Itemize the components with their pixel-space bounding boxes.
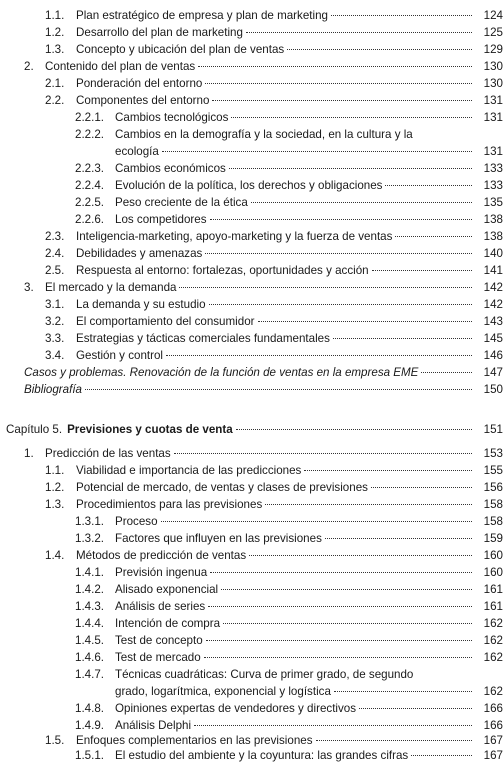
toc-entry — [0, 178, 503, 194]
leader-dots — [371, 486, 472, 488]
section-title: Bibliografía — [24, 383, 83, 396]
leader-dots — [166, 354, 472, 356]
section-title: Análisis de series — [115, 600, 206, 613]
page-number: 125 — [483, 26, 503, 39]
section-title: Predicción de las ventas — [45, 447, 171, 460]
leader-dots — [212, 99, 472, 101]
page-number: 130 — [483, 60, 503, 73]
section-number: 2.2.1. — [75, 111, 105, 124]
leader-dots — [251, 201, 472, 203]
leader-dots — [174, 452, 472, 454]
page-number: 129 — [483, 43, 503, 56]
section-title: Viabilidad e importancia de las predicciones — [76, 464, 302, 477]
leader-dots — [359, 707, 472, 709]
leader-dots — [334, 690, 472, 692]
leader-dots — [161, 520, 472, 522]
section-title: Debilidades y amenazas — [76, 247, 203, 260]
section-number: 1.4.2. — [75, 583, 105, 596]
section-number: 3. — [24, 281, 34, 294]
toc-entry — [0, 531, 503, 547]
section-number: 1.1. — [45, 9, 65, 22]
toc-entry — [0, 718, 503, 734]
toc-entry — [0, 446, 503, 462]
section-title: Los competidores — [115, 213, 207, 226]
section-title-line2: grado, logarítmica, exponencial y logística — [115, 685, 331, 698]
page-number: 133 — [483, 162, 503, 175]
section-number: 1.4.4. — [75, 617, 105, 630]
page-number: 161 — [483, 600, 503, 613]
toc-entry — [0, 616, 503, 632]
section-number: 2.5. — [45, 264, 65, 277]
section-title: Inteligencia-marketing, apoyo-marketing y la fuerza de ventas — [76, 230, 393, 243]
page-number: 153 — [483, 447, 503, 460]
section-number: 1.4.5. — [75, 634, 105, 647]
toc-entry — [0, 565, 503, 581]
leader-dots — [206, 639, 472, 641]
section-number: 1.5.1. — [75, 749, 105, 762]
section-title: La demanda y su estudio — [76, 298, 206, 311]
section-number: 2.2.2. — [75, 128, 105, 141]
section-number: 2.2.5. — [75, 196, 105, 209]
section-number: 1.4.1. — [75, 566, 105, 579]
section-title: Contenido del plan de ventas — [45, 60, 196, 73]
leader-dots — [208, 605, 472, 607]
page-number: 155 — [483, 464, 503, 477]
section-title: Opiniones expertas de vendedores y directivos — [115, 702, 357, 715]
page-number: 156 — [483, 481, 503, 494]
leader-dots — [179, 286, 472, 288]
toc-entry — [0, 297, 503, 313]
section-title: Evolución de la política, los derechos y obligaciones — [115, 179, 383, 192]
toc-entry — [0, 263, 503, 279]
section-number: 1.1. — [45, 464, 65, 477]
toc-entry — [0, 195, 503, 211]
page-number: 142 — [483, 298, 503, 311]
page-number: 159 — [483, 532, 503, 545]
page-number: 133 — [483, 179, 503, 192]
page-number: 131 — [483, 111, 503, 124]
section-number: 3.4. — [45, 349, 65, 362]
section-title: Componentes del entorno — [76, 94, 210, 107]
toc-entry — [0, 667, 503, 701]
leader-dots — [231, 116, 472, 118]
toc-entry — [0, 127, 503, 161]
leader-dots — [258, 320, 473, 322]
toc-entry — [0, 733, 503, 749]
page-number: 145 — [483, 332, 503, 345]
section-title: Previsión ingenua — [115, 566, 208, 579]
leader-dots — [333, 337, 472, 339]
page-number: 160 — [483, 566, 503, 579]
section-number: 3.1. — [45, 298, 65, 311]
leader-dots — [205, 82, 472, 84]
page-number: 167 — [483, 749, 503, 762]
section-title: Peso creciente de la ética — [115, 196, 248, 209]
leader-dots — [395, 235, 472, 237]
page-number: 162 — [483, 634, 503, 647]
page-number: 138 — [483, 230, 503, 243]
leader-dots — [194, 724, 472, 726]
section-title-line1: Técnicas cuadráticas: Curva de primer grado, de segundo — [115, 668, 414, 681]
toc-entry — [0, 25, 503, 41]
toc-entry — [0, 110, 503, 126]
leader-dots — [325, 537, 472, 539]
section-title-line1: Cambios en la demografía y la sociedad, en la cultura y la — [115, 128, 413, 141]
page-number: 167 — [483, 734, 503, 747]
toc-chapter-heading — [0, 422, 503, 438]
toc-entry — [0, 42, 503, 58]
toc-entry — [0, 314, 503, 330]
section-title: Métodos de predicción de ventas — [76, 549, 247, 562]
section-number: 1.5. — [45, 734, 65, 747]
page-number: 162 — [483, 617, 503, 630]
chapter-title: Previsiones y cuotas de venta — [67, 423, 233, 436]
page-number: 166 — [483, 702, 503, 715]
leader-dots — [287, 48, 472, 50]
leader-dots — [204, 656, 472, 658]
section-title: Ponderación del entorno — [76, 77, 203, 90]
section-title: Casos y problemas. Renovación de la función de ventas en la empresa EME — [24, 366, 419, 379]
section-number: 1.4.7. — [75, 668, 105, 681]
page-number: 162 — [483, 685, 503, 698]
toc-entry — [0, 497, 503, 513]
section-title: Intención de compra — [115, 617, 221, 630]
section-title: El comportamiento del consumidor — [76, 315, 255, 328]
section-number: 1.2. — [45, 26, 65, 39]
page-number: 162 — [483, 651, 503, 664]
page-number: 158 — [483, 498, 503, 511]
page-number: 150 — [483, 383, 503, 396]
section-number: 3.3. — [45, 332, 65, 345]
page-number: 131 — [483, 145, 503, 158]
leader-dots — [265, 503, 472, 505]
toc-entry — [0, 480, 503, 496]
section-title: El mercado y la demanda — [45, 281, 177, 294]
section-number: 1.4.6. — [75, 651, 105, 664]
section-title: Test de mercado — [115, 651, 201, 664]
section-title: Estrategias y tácticas comerciales fundamentales — [76, 332, 330, 345]
section-number: 2.2. — [45, 94, 65, 107]
page-number: 147 — [483, 366, 503, 379]
section-number: 1.4.9. — [75, 719, 105, 732]
page-number: 131 — [483, 94, 503, 107]
toc-entry — [0, 331, 503, 347]
page-number: 141 — [483, 264, 503, 277]
leader-dots — [209, 303, 472, 305]
toc-entry — [0, 161, 503, 177]
leader-dots — [221, 588, 472, 590]
page-number: 160 — [483, 549, 503, 562]
toc-entry — [0, 548, 503, 564]
toc-entry — [0, 59, 503, 75]
page-number: 143 — [483, 315, 503, 328]
section-title: Cambios tecnológicos — [115, 111, 229, 124]
toc-entry — [0, 93, 503, 109]
leader-dots — [249, 554, 472, 556]
toc-entry-bibliography — [0, 382, 503, 398]
section-title: Gestión y control — [76, 349, 163, 362]
page-number: 124 — [483, 9, 503, 22]
section-title: Cambios económicos — [115, 162, 226, 175]
section-number: 2.2.3. — [75, 162, 105, 175]
leader-dots — [210, 218, 472, 220]
page-number: 142 — [483, 281, 503, 294]
section-title: Respuesta al entorno: fortalezas, oportunidades y acción — [76, 264, 369, 277]
section-title: Desarrollo del plan de marketing — [76, 26, 243, 39]
page-number: 161 — [483, 583, 503, 596]
section-number: 2.3. — [45, 230, 65, 243]
leader-dots — [385, 184, 472, 186]
leader-dots — [411, 754, 472, 756]
toc-entry-cases — [0, 365, 503, 381]
toc-entry — [0, 348, 503, 364]
toc-entry — [0, 76, 503, 92]
page-number: 151 — [483, 423, 503, 436]
leader-dots — [210, 571, 472, 573]
toc-entry — [0, 633, 503, 649]
page-number: 135 — [483, 196, 503, 209]
leader-dots — [229, 167, 472, 169]
leader-dots — [236, 428, 472, 430]
toc-entry — [0, 212, 503, 228]
section-number: 1.4. — [45, 549, 65, 562]
toc-entry — [0, 246, 503, 262]
toc-entry — [0, 8, 503, 24]
section-number: 2.4. — [45, 247, 65, 260]
section-title-line2: ecología — [115, 145, 159, 158]
chapter-number: Capítulo 5. — [6, 423, 63, 436]
toc-entry — [0, 701, 503, 717]
section-number: 1.3. — [45, 43, 65, 56]
leader-dots — [372, 269, 472, 271]
page-number: 138 — [483, 213, 503, 226]
section-number: 1.4.8. — [75, 702, 105, 715]
section-title: Plan estratégico de empresa y plan de marketing — [76, 9, 328, 22]
section-title: Concepto y ubicación del plan de ventas — [76, 43, 285, 56]
leader-dots — [85, 388, 472, 390]
leader-dots — [331, 14, 472, 16]
section-number: 1.3.1. — [75, 515, 105, 528]
toc-entry — [0, 650, 503, 666]
page-number: 130 — [483, 77, 503, 90]
leader-dots — [205, 252, 472, 254]
leader-dots — [198, 65, 472, 67]
section-number: 2.2.4. — [75, 179, 105, 192]
toc-entry — [0, 582, 503, 598]
leader-dots — [246, 31, 472, 33]
section-number: 2.1. — [45, 77, 65, 90]
leader-dots — [316, 739, 472, 741]
section-title: Factores que influyen en las previsiones — [115, 532, 322, 545]
section-title: Enfoques complementarios en las previsiones — [76, 734, 313, 747]
page-number: 158 — [483, 515, 503, 528]
section-title: Proceso — [115, 515, 158, 528]
leader-dots — [304, 469, 472, 471]
section-title: Potencial de mercado, de ventas y clases de previsiones — [76, 481, 368, 494]
section-title: Procedimientos para las previsiones — [76, 498, 263, 511]
section-number: 2. — [24, 60, 34, 73]
leader-dots — [421, 371, 472, 373]
page-number: 140 — [483, 247, 503, 260]
section-title: Test de concepto — [115, 634, 203, 647]
section-number: 1.4.3. — [75, 600, 105, 613]
section-number: 1.3. — [45, 498, 65, 511]
section-title: Análisis Delphi — [115, 719, 192, 732]
leader-dots — [162, 150, 472, 152]
toc-entry — [0, 748, 503, 764]
section-number: 1.3.2. — [75, 532, 105, 545]
section-title: Alisado exponencial — [115, 583, 219, 596]
leader-dots — [223, 622, 472, 624]
toc-entry — [0, 514, 503, 530]
section-number: 1.2. — [45, 481, 65, 494]
page-number: 166 — [483, 719, 503, 732]
section-number: 1. — [24, 447, 34, 460]
section-title: El estudio del ambiente y la coyuntura: las grandes cifras — [115, 749, 409, 762]
page-number: 146 — [483, 349, 503, 362]
toc-entry — [0, 229, 503, 245]
toc-entry — [0, 280, 503, 296]
toc-entry — [0, 599, 503, 615]
section-number: 2.2.6. — [75, 213, 105, 226]
section-number: 3.2. — [45, 315, 65, 328]
toc-entry — [0, 463, 503, 479]
